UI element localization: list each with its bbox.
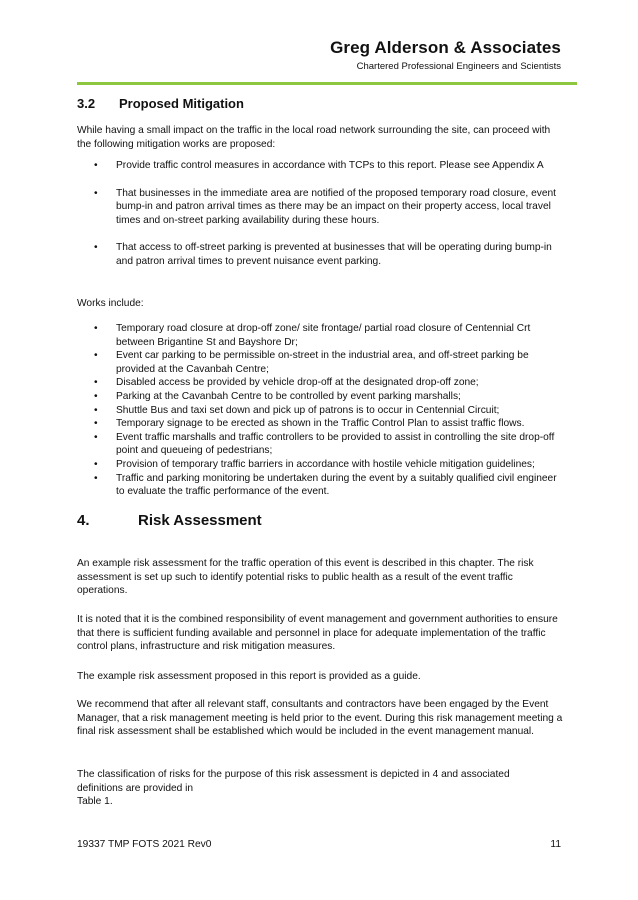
section-number: 3.2 (77, 96, 96, 111)
works-list-block (77, 322, 563, 499)
company-tagline: Chartered Professional Engineers and Scientists (356, 61, 561, 72)
paragraph: We recommend that after all relevant staff, consultants and contractors have been engaged by the Event Manager, that a risk management meeting is held prior to the event. During this risk management meeting a final risk assessment shall be established which would be included in the event management manual. (77, 699, 563, 738)
header-rule (77, 82, 577, 85)
mitigation-intro: While having a small impact on the traffic in the local road network surrounding the site, can proceed with the following mitigation works are proposed: (77, 125, 551, 150)
paragraph-line: The classification of risks for the purpose of this risk assessment is depicted in 4 and associated definitions are provided in (77, 769, 510, 794)
list-item: • That access to off-street parking is prevented at businesses that will be operating during bump-in and patron arrival times to prevent nuisance event parking. (77, 241, 563, 268)
list-item: • Traffic and parking monitoring be undertaken during the event by a suitably qualified civil engineer to evaluate the traffic performance of the event. (77, 472, 563, 499)
section-heading-4 (77, 512, 262, 530)
list-item: • Temporary signage to be erected as shown in the Traffic Control Plan to assist traffic flows. (77, 417, 563, 431)
section-title: Proposed Mitigation (119, 96, 244, 111)
section-title: Risk Assessment (138, 512, 262, 529)
paragraph: An example risk assessment for the traffic operation of this event is described in this chapter. The risk assessment is set up such to identify potential risks to public health as a result of the event traffic operations. (77, 558, 534, 597)
works-label: Works include: (77, 298, 144, 309)
mitigation-list-block (77, 159, 563, 283)
section-heading-3-2 (77, 96, 244, 112)
table-reference: Table 1. (77, 796, 113, 808)
list-item: • Parking at the Cavanbah Centre to be controlled by event parking marshalls; (77, 390, 563, 404)
list-item: • Provide traffic control measures in accordance with TCPs to this report. Please see Appendix A (77, 159, 563, 173)
paragraph-classification (77, 768, 517, 809)
page-footer (77, 838, 561, 851)
list-item: • Temporary road closure at drop-off zone/ site frontage/ partial road closure of Centennial Crt between Brigantine St and Bayshore Dr; (77, 322, 563, 349)
company-name: Greg Alderson & Associates (330, 38, 561, 57)
list-item: • Provision of temporary traffic barriers in accordance with hostile vehicle mitigation guidelines; (77, 458, 563, 472)
document-reference: 19337 TMP FOTS 2021 Rev0 (77, 839, 212, 850)
list-item: • That businesses in the immediate area are notified of the proposed temporary road closure, event bump-in and patron arrival times as there may be an impact on their property access, local travel times and on-street parking availability during these hours. (77, 187, 563, 228)
works-list (77, 322, 563, 499)
mitigation-list (77, 159, 563, 269)
list-item: • Shuttle Bus and taxi set down and pick up of patrons is to occur in Centennial Circuit; (77, 404, 563, 418)
list-item: • Event car parking to be permissible on-street in the industrial area, and off-street parking be provided at the Cavanbah Centre; (77, 349, 563, 376)
list-item: • Disabled access be provided by vehicle drop-off at the designated drop-off zone; (77, 376, 563, 390)
page-number: 11 (550, 839, 561, 850)
list-item: • Event traffic marshalls and traffic controllers to be provided to assist in controlling the site drop-off point and queueing of pedestrians; (77, 431, 563, 458)
letterhead (0, 38, 561, 73)
section-number: 4. (77, 512, 90, 529)
paragraph: It is noted that it is the combined responsibility of event management and government authorities to ensure that there is sufficient funding available and personnel in place for adequate implementation of the traffic control plans, infrastructure and risk mitigation measures. (77, 614, 558, 653)
paragraph: The example risk assessment proposed in this report is provided as a guide. (77, 671, 421, 682)
